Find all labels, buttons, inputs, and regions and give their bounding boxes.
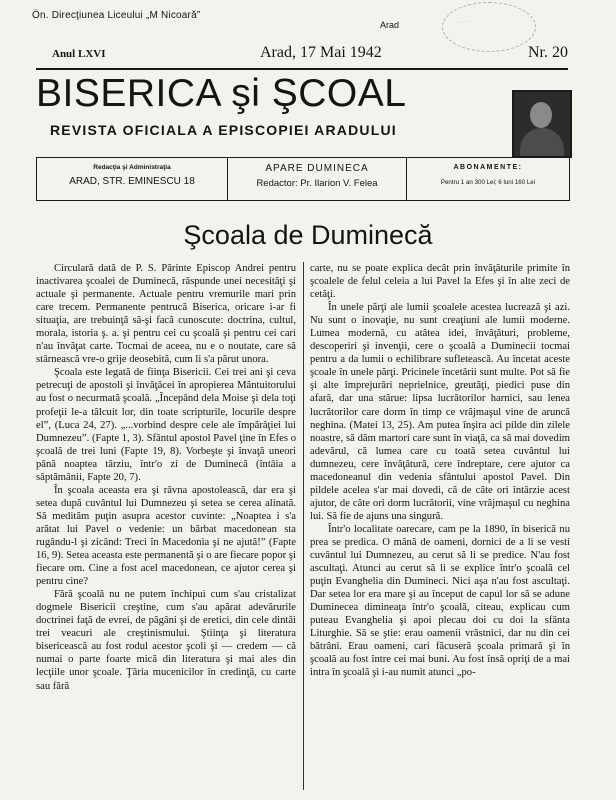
top-rule: [36, 68, 568, 70]
masthead-title: BISERICA şi ŞCOAL: [36, 72, 407, 115]
paragraph: Circulară dată de P. S. Părinte Episcop Andrei pentru inactivarea şcoalei de Duminecă, răspunde unei necesităţi şi actuale şi permanente. Actuale pentru vremurile mari prin care trecem. Permanente pentrucă Biserica, oricare i-ar fi situaţia, are trebuinţă să-şi facă cunoscute: doctrina, cultul, morala, istoria ş. a. şi pentru cei cu şcoală şi pentru cei cari n'au învăţat carte. Tocmai de aceea, nu e o noutate, care să stârnească vre-o grije deosebită, cum li s'a părut unora.: [36, 263, 296, 366]
stamp-recipient: Ön. Direcţiunea Liceului „M Nicoară”: [32, 10, 201, 21]
redaction-label: Redacţia şi Administraţia: [93, 164, 171, 171]
paragraph: În şcoala aceasta era şi râvna apostolească, dar era şi setea după cuvântul lui Dumnezeu şi setea se cerea alinată. Să medităm puţin asupra acestor cuvinte: „Noaptea i s'a arătat lui Pavel o vedenie: un bărbat macedonean sta rugându-l şi zicând: Treci în Macedonia şi ne ajută!” (Fapte 16, 9). Setea aceasta este permanentă şi o are fiecare popor şi fiecare om. Cine a fost acel macedonean, ce ajutor cerea şi pentru cine?: [36, 484, 296, 588]
editor-name: Redactor: Pr. Ilarion V. Felea: [256, 178, 378, 189]
library-stamp: [10, 8, 570, 40]
publication-cell: [227, 158, 407, 200]
subscription-prices: Pentru 1 an 300 Lei; 6 luni 160 Lei: [440, 179, 536, 186]
paragraph: Şcoala este legată de fiinţa Bisericii. Cei trei ani şi ceva petrecuţi de apostoli şi învăţăcei în apropierea Mântuitorului au fost o necurmată şcoală. „Începând dela Moise şi dela toţi profeţii le-a tâlcuit lor, din toate scripturile, locurile despre el”, (Luca 24, 27). „...vorbind despre cele ale împărăţiei lui Dumnezeu”. (Fapte 1, 3). Sfântul apostol Pavel ţine în Efes o şcoală de trei luni (Fapte 19, 8). Vorbeşte şi învaţă uneori până noaptea târziu, într'o zi de Duminecă (întâia a săptămânii, Fapte 20, 7).: [36, 367, 296, 483]
postmark-icon: · · ·: [442, 2, 536, 52]
column-divider: [303, 262, 304, 790]
publication-schedule: APARE DUMINECA: [265, 163, 369, 174]
stamp-city: Arad: [380, 20, 400, 30]
paragraph: carte, nu se poate explica decât prin învăţăturile primite în şcoalele de felul celeia a lui Pavel la Efes şi în alte zeci de cetăţi.: [310, 263, 570, 301]
paragraph: Într'o localitate oarecare, cam pe la 1890, în biserică nu prea se predica. O mână de oameni, dornici de a li se vesti cuvântul lui Dumnezeu, au cerut să li se predice. N'au fost ascultaţi. Atunci au cerut să li se explice într'o şcoală cel puţin Evanghelia din Dumineci. Nici aşa n'au fost ascultaţi. Dar setea lor era mare şi au început de capul lor să se adune Duminecea dimineaţa într'o şcoală, citeau, explicau cum puteau Evanghelia şi apoi plecau doi cu doi la sfânta Liturghie. Să se ştie: erau oamenii vrăstnici, dar nu din cei bătrâni. Erau oameni, cari făcuseră şcoala primară şi în şcoală au fost între cei mai buni. Au fost însă opriţi de a mai intra în şcoală şi i-au numit atunci „po-: [310, 523, 570, 679]
redaction-address: ARAD, STR. EMINESCU 18: [69, 176, 195, 187]
redaction-cell: [37, 158, 227, 200]
issue-line: [48, 44, 568, 66]
subscription-label: ABONAMENTE:: [453, 164, 523, 171]
article-title: Şcoala de Duminecă: [183, 220, 433, 250]
subscription-cell: [407, 158, 569, 200]
masthead-subtitle: REVISTA OFICIALA A EPISCOPIEI ARADULUI: [50, 122, 397, 138]
issue-number: Nr. 20: [528, 44, 568, 61]
paragraph: În unele părţi ale lumii şcoalele acestea lucrează şi azi. Nu sunt o inovaţie, nu sunt creaţiuni ale lumii moderne. Lumea modernă, cu atâtea idei, învăţături, probleme, descoperiri şi invenţii, cere o şcoală a Duminecii tocmai pentru a da lumii o echilibrare sufletească. Au încetat aceste şcoale în unele părţi. Pricinele încetării sunt multe. Pot să fie şi alte împrejurări neprielnice, greutăţi, piedici puse din afară, dar una stărue: lipsa lucrătorilor harnici, sau lenea lucrătorilor care dorm în timp ce vrăjmaşul vine de aruncă neghina. (Matei 13, 25). Am putea înşira aci pilde din zilele noastre, să dăm martori care sunt în viaţă, ca să mai dovedim adevărul, că lumea care cu toată setea cuvântul lui dumnezeu, cere învăţătură, cere îndreptare, cere ajutor ca macedoneanul din vedenia sfântului apostol Pavel. Din pildele acelea s'ar mai dovedi, că de câte ori întârzie acest ajutor, de câte ori dorm lucrătorii, vine vrăjmaşul cu neghina lui. Să fie de ajuns una singură.: [310, 302, 570, 522]
issue-date: Arad, 17 Mai 1942: [260, 44, 382, 61]
info-box: [36, 157, 570, 201]
portrait-photo: [512, 90, 572, 158]
article-column-right: [310, 262, 570, 680]
issue-year: Anul LXVI: [52, 48, 106, 60]
paragraph: Fără şcoală nu ne putem închipui cum s'au cristalizat dogmele Bisericii creştine, cum s'au apărat adevărurile doctrinei faţă de evrei, de păgâni şi de eretici, din cele dintâi trei veacuri ale creştinismului. Ştiinţa şi literatura bisericească au fost rodul acestor şcoli şi — credem — că numai o parte foarte mică din literatura şi mai ales din lecţiile unor şcoale. Ţăria mucenicilor în credinţă, cu carte sau fără: [36, 589, 296, 692]
article-column-left: [36, 262, 296, 693]
